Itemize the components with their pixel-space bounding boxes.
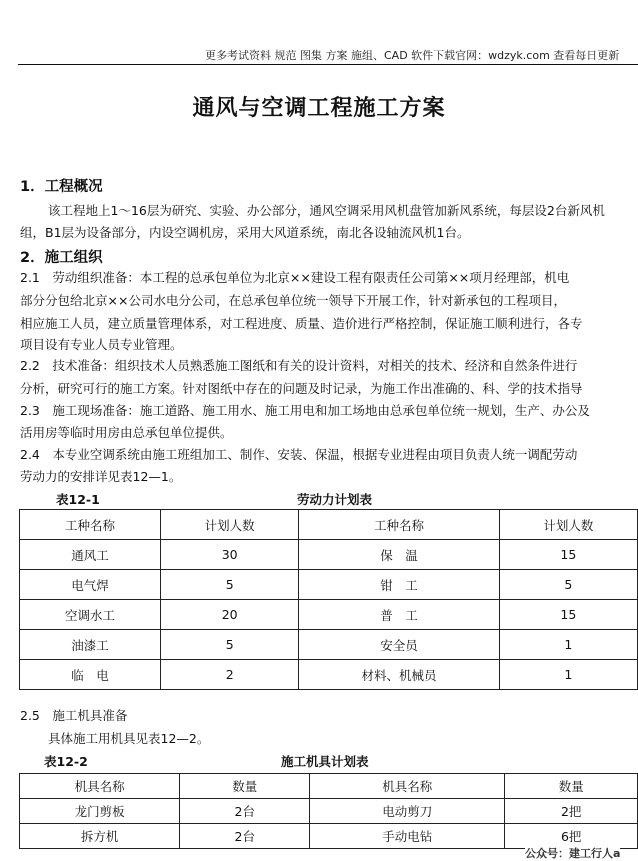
table-cell: 电气焊 — [20, 570, 161, 600]
para-2-1-line-3: 相应施工人员，建立质量管理体系，对工程进度、质量、造价进行严格控制，保证施工顺利进行，各专 — [20, 316, 583, 331]
table-header-cell: 计划人数 — [161, 510, 299, 540]
table-cell: 手动电钻 — [310, 824, 505, 849]
table-row — [20, 660, 638, 690]
table-row — [20, 540, 638, 570]
table-row — [20, 799, 638, 824]
para-2-3-line-1: 2.3 施工现场准备：施工道路、施工用水、施工用电和加工场地由总承包单位统一规划，生产、办公及 — [20, 403, 590, 418]
table-cell: 临 电 — [20, 660, 161, 690]
para-2-1-line-4: 项目设有专业人员专业管理。 — [20, 337, 183, 352]
table-cell: 5 — [499, 570, 637, 600]
table-header-row — [20, 510, 638, 540]
para-2-2-line-2: 分析，研究可行的施工方案。针对图纸中存在的问题及时记录，为施工作出准确的、科、学的技术指导 — [20, 381, 583, 396]
table-header-row — [20, 774, 638, 799]
table-header-cell: 计划人数 — [499, 510, 637, 540]
table-header-cell: 工种名称 — [299, 510, 499, 540]
labor-table-title: 劳动力计划表 — [297, 492, 373, 507]
table-cell: 2 — [161, 660, 299, 690]
machine-table-title: 施工机具计划表 — [281, 754, 369, 769]
para-2-1-line-1: 2.1 劳动组织准备：本工程的总承包单位为北京××建设工程有限责任公司第××项月经理部，机电 — [20, 270, 570, 285]
table-cell: 保 温 — [299, 540, 499, 570]
para-2-4-line-2: 劳动力的安排详见表12—1。 — [20, 469, 182, 484]
section-1-line-1: 该工程地上1～16层为研究、实验、办公部分，通风空调采用风机盘管加新风系统，每层设2台新风机 — [48, 203, 605, 218]
table-cell: 2把 — [505, 799, 638, 824]
table-header-cell: 数量 — [180, 774, 310, 799]
table-cell: 材料、机械员 — [299, 660, 499, 690]
table-header-cell: 数量 — [505, 774, 638, 799]
para-2-2-line-1: 2.2 技术准备：组织技术人员熟悉施工图纸和有关的设计资料，对相关的技术、经济和自然条件进行 — [20, 358, 578, 373]
machine-plan-table — [19, 773, 638, 849]
machine-table-number: 表12-2 — [44, 754, 88, 769]
section-2-heading: 2．施工组织 — [20, 250, 103, 266]
labor-table-number: 表12-1 — [56, 492, 100, 507]
table-cell: 1 — [499, 660, 637, 690]
page-header: 更多考试资料 规范 图集 方案 施组、CAD 软件下载官网：wdzyk.com 查看每日更新 — [205, 49, 620, 62]
table-cell: 5 — [161, 630, 299, 660]
table-cell: 油漆工 — [20, 630, 161, 660]
table-cell: 通风工 — [20, 540, 161, 570]
table-cell: 30 — [161, 540, 299, 570]
section-2-5-line: 具体施工用机具见表12—2。 — [48, 731, 210, 746]
table-cell: 1 — [499, 630, 637, 660]
watermark-text: 公众号：建工行人a — [525, 847, 621, 860]
table-cell: 龙门剪板 — [20, 799, 180, 824]
section-1-line-2: 组，B1层为设备部分，内设空调机房，采用大风道系统，南北各设轴流风机1台。 — [20, 225, 470, 240]
table-row — [20, 570, 638, 600]
table-header-cell: 工种名称 — [20, 510, 161, 540]
table-cell: 6把 — [505, 824, 638, 849]
section-1-heading: 1．工程概况 — [20, 179, 103, 195]
table-row — [20, 630, 638, 660]
section-2-5-heading: 2.5 施工机具准备 — [20, 708, 128, 723]
table-cell: 20 — [161, 600, 299, 630]
para-2-1-line-2: 部分分包给北京××公司水电分公司，在总承包单位统一领导下开展工作，针对新承包的工程项目， — [20, 293, 566, 308]
table-cell: 安全员 — [299, 630, 499, 660]
table-cell: 电动剪刀 — [310, 799, 505, 824]
para-2-3-line-2: 活用房等临时用房由总承包单位提供。 — [20, 425, 233, 440]
document-title: 通风与空调工程施工方案 — [192, 96, 446, 121]
table-cell: 5 — [161, 570, 299, 600]
table-header-cell: 机具名称 — [20, 774, 180, 799]
table-cell: 2台 — [180, 824, 310, 849]
table-cell: 15 — [499, 540, 637, 570]
table-cell: 空调水工 — [20, 600, 161, 630]
table-cell: 拆方机 — [20, 824, 180, 849]
table-cell: 普 工 — [299, 600, 499, 630]
header-divider — [18, 64, 638, 65]
table-cell: 15 — [499, 600, 637, 630]
table-cell: 钳 工 — [299, 570, 499, 600]
table-cell: 2台 — [180, 799, 310, 824]
table-row — [20, 600, 638, 630]
labor-plan-table — [19, 509, 638, 690]
table-header-cell: 机具名称 — [310, 774, 505, 799]
para-2-4-line-1: 2.4 本专业空调系统由施工班组加工、制作、安装、保温，根据专业进程由项目负责人统一调配劳动 — [20, 447, 578, 462]
